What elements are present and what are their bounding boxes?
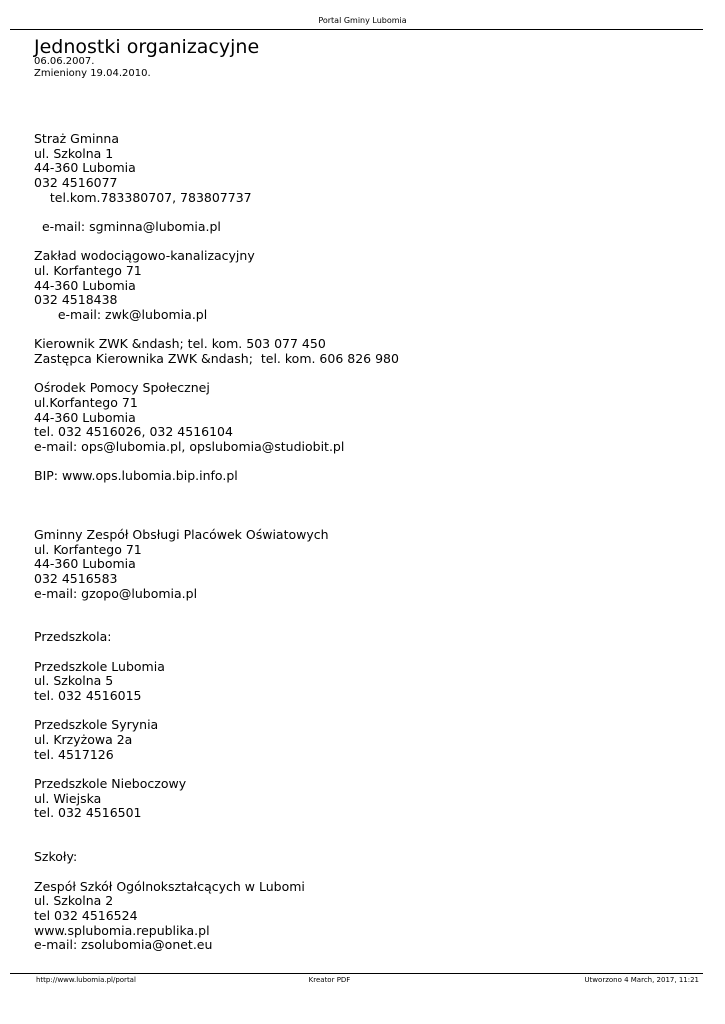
content-line: 032 4518438 bbox=[34, 292, 118, 308]
content-line: Ośrodek Pomocy Społecznej bbox=[34, 380, 210, 396]
content-line: tel. 032 4516026, 032 4516104 bbox=[34, 424, 233, 440]
content-line: Gminny Zespół Obsługi Placówek Oświatowych bbox=[34, 526, 329, 542]
content-line: Szkoły: bbox=[34, 849, 78, 865]
content-line: e-mail: gzopo@lubomia.pl bbox=[34, 585, 198, 601]
content-line: BIP: www.ops.lubomia.bip.info.pl bbox=[34, 468, 238, 484]
content-line: ul.Korfantego 71 bbox=[34, 394, 138, 410]
content-line: ul. Korfantego 71 bbox=[34, 262, 142, 278]
footer-generator: Kreator PDF bbox=[308, 976, 351, 984]
content-line: e-mail: sgminna@lubomia.pl bbox=[34, 219, 221, 234]
content-line: Przedszkola: bbox=[34, 629, 112, 645]
content-line: e-mail: zwk@lubomia.pl bbox=[34, 306, 208, 322]
content-line: ul. Wiejska bbox=[34, 790, 102, 806]
created-date: 06.06.2007. bbox=[34, 56, 95, 67]
page-title: Jednostki organizacyjne bbox=[34, 36, 260, 58]
content-line: Zastępca Kierownika ZWK &ndash; tel. kom. 606 826 980 bbox=[34, 350, 399, 366]
header-rule bbox=[10, 29, 703, 30]
footer-url: http://www.lubomia.pl/portal bbox=[36, 976, 136, 984]
content-line: 44-360 Lubomia bbox=[34, 409, 136, 425]
content-line: tel. 032 4516015 bbox=[34, 688, 142, 704]
content-line: Zespół Szkół Ogólnokształcących w Lubomi bbox=[34, 878, 305, 894]
content-line: Przedszkole Nieboczowy bbox=[34, 776, 187, 791]
content-line: 44-360 Lubomia bbox=[34, 556, 136, 572]
content-line: www.splubomia.republika.pl bbox=[34, 922, 210, 938]
footer-created: Utworzono 4 March, 2017, 11:21 bbox=[584, 976, 699, 984]
content-line: Przedszkole Lubomia bbox=[34, 658, 165, 674]
content-line: 44-360 Lubomia bbox=[34, 160, 136, 176]
content-line: Kierownik ZWK &ndash; tel. kom. 503 077 450 bbox=[34, 336, 326, 352]
content-line: Przedszkole Syrynia bbox=[34, 717, 159, 733]
content-line: ul. Szkolna 1 bbox=[34, 145, 114, 161]
content-line: tel. 4517126 bbox=[34, 746, 114, 762]
updated-date: Zmieniony 19.04.2010. bbox=[34, 68, 151, 79]
content-line: tel. 032 4516501 bbox=[34, 805, 142, 821]
content-line: e-mail: ops@lubomia.pl, opslubomia@studiobit.pl bbox=[34, 438, 345, 454]
content-line: 032 4516583 bbox=[34, 570, 118, 586]
content-line: 44-360 Lubomia bbox=[34, 277, 136, 293]
content-line: ul. Szkolna 5 bbox=[34, 673, 114, 689]
content-line: tel 032 4516524 bbox=[34, 908, 138, 923]
content-line: 032 4516077 bbox=[34, 175, 118, 190]
content-line: ul. Krzyżowa 2a bbox=[34, 732, 133, 748]
content-line: tel.kom.783380707, 783807737 bbox=[34, 189, 252, 205]
footer-rule bbox=[10, 973, 703, 974]
content-line: ul. Korfantego 71 bbox=[34, 541, 142, 557]
page-header-title: Portal Gminy Lubomia bbox=[318, 16, 407, 25]
content-line: ul. Szkolna 2 bbox=[34, 893, 114, 909]
content-line: Straż Gminna bbox=[34, 131, 120, 146]
content-line: Zakład wodociągowo-kanalizacyjny bbox=[34, 248, 255, 264]
content-line: e-mail: zsolubomia@onet.eu bbox=[34, 937, 213, 953]
